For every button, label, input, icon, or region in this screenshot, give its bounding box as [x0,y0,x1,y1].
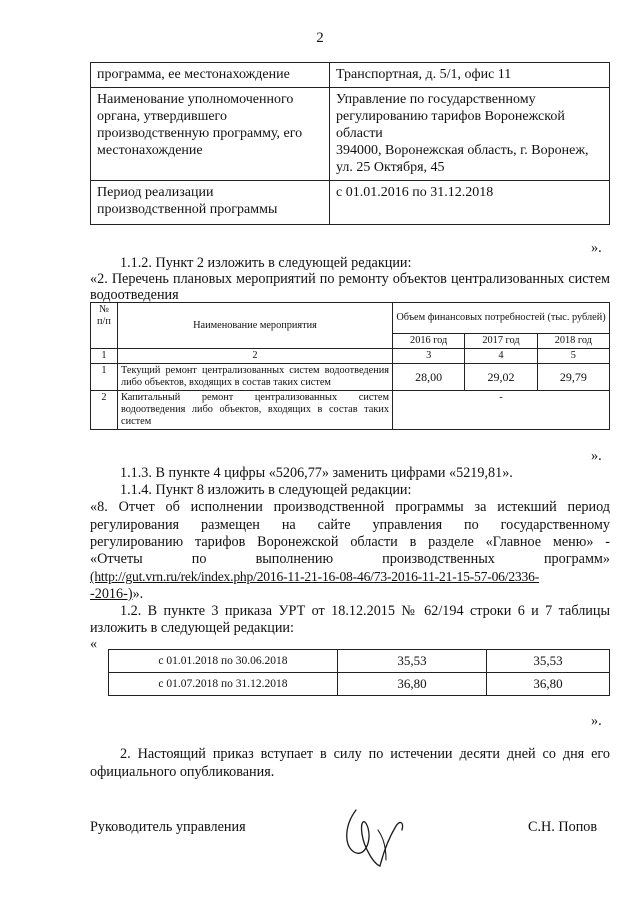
page-number: 2 [316,30,324,46]
col-number: 5 [537,349,609,364]
paragraph-1-1-2: 1.1.2. Пункт 2 изложить в следующей редакции: [120,255,412,271]
value-cell: 35,53 [338,650,487,673]
closing-quote: ». [591,448,602,464]
closing-quote: ». [132,586,144,602]
table-cell: с 01.01.2016 по 31.12.2018 [330,181,610,225]
opening-quote: « [90,636,98,652]
table-row [91,364,610,391]
year-2017: 2017 год [465,334,537,349]
handwritten-signature [338,800,428,870]
paragraph-1-2: 1.2. В пункте 3 приказа УРТ от 18.12.2015 № 62/194 строки 6 и 7 таблицы [120,603,610,619]
table-row [91,349,610,364]
signatory-name: С.Н. Попов [528,819,598,835]
item-2-title: «2. Перечень плановых мероприятий по ремонту объектов централизованных систем водоотведения [90,271,610,303]
row-number: 2 [91,391,118,430]
value-cell: 35,53 [487,650,610,673]
header-number: № п/п [91,303,118,349]
col-number: 4 [465,349,537,364]
row-number: 1 [91,364,118,391]
value-2018: 29,79 [537,364,609,391]
header-volume: Объем финансовых потребностей (тыс. рублей) [393,303,610,334]
table-cell: Транспортная, д. 5/1, офис 11 [330,63,610,88]
measure-name: Капитальный ремонт централизованных систем водоотведения либо объектов, входящих в состав таких систем [118,391,393,430]
reports-link-end [90,586,143,602]
value-cell: 36,80 [338,673,487,696]
table-row [91,181,610,225]
period-cell: с 01.01.2018 по 30.06.2018 [109,650,338,673]
table-row [91,63,610,88]
table-row [109,673,610,696]
tariff-table [108,649,610,696]
year-2018: 2018 год [537,334,609,349]
paragraph-2-cont: официального опубликования. [90,764,275,780]
table-cell: Период реализации производственной программы [91,181,330,225]
value-cell: 36,80 [487,673,610,696]
paragraph-2: 2. Настоящий приказ вступает в силу по истечении десяти дней со дня его [120,746,610,762]
table-row [91,391,610,430]
measure-name: Текущий ремонт централизованных систем водоотведения либо объектов, входящих в состав таких систем [118,364,393,391]
program-info-table [90,62,610,225]
reports-link[interactable]: (http://gut.vrn.ru/rek/index.php/2016-11-21-16-08-46/73-2016-11-21-15-57-06/2336- [90,569,540,584]
paragraph-8-line: регулирования размещен на сайте управления по государственному [90,517,610,533]
year-2016: 2016 год [393,334,465,349]
signatory-title: Руководитель управления [90,819,246,835]
paragraph-1-2-cont: изложить в следующей редакции: [90,620,294,636]
authority-address: 394000, Воронежская область, г. Воронеж, ул. 25 Октября, 45 [336,143,589,175]
value-2017: 29,02 [465,364,537,391]
table-row [91,88,610,181]
table-cell [330,88,610,181]
closing-quote: ». [591,713,602,729]
measures-table [90,302,610,430]
paragraph-1-1-4: 1.1.4. Пункт 8 изложить в следующей редакции: [120,482,412,498]
authority-name: Управление по государственному регулированию тарифов Воронежской области [336,92,565,141]
paragraph-8-line: «Отчеты по выполнению производственных программ» [90,551,610,567]
period-cell: с 01.07.2018 по 31.12.2018 [109,673,338,696]
table-cell: программа, ее местонахождение [91,63,330,88]
col-number: 1 [91,349,118,364]
reports-link[interactable]: -2016-) [90,586,133,602]
paragraph-8-line: регулированию тарифов Воронежской области в разделе «Главное меню» - [90,534,610,550]
paragraph-1-1-3: 1.1.3. В пункте 4 цифры «5206,77» заменить цифрами «5219,81». [120,465,513,481]
col-number: 3 [393,349,465,364]
table-row [109,650,610,673]
table-row [91,303,610,334]
col-number: 2 [118,349,393,364]
table-cell: Наименование уполномоченного органа, утвердившего производственную программу, его местонахождение [91,88,330,181]
merged-value: - [393,391,610,430]
paragraph-8-line: «8. Отчет об исполнении производственной программы за истекший период [90,499,610,515]
closing-quote: ». [591,240,602,256]
header-name: Наименование мероприятия [118,303,393,349]
value-2016: 28,00 [393,364,465,391]
